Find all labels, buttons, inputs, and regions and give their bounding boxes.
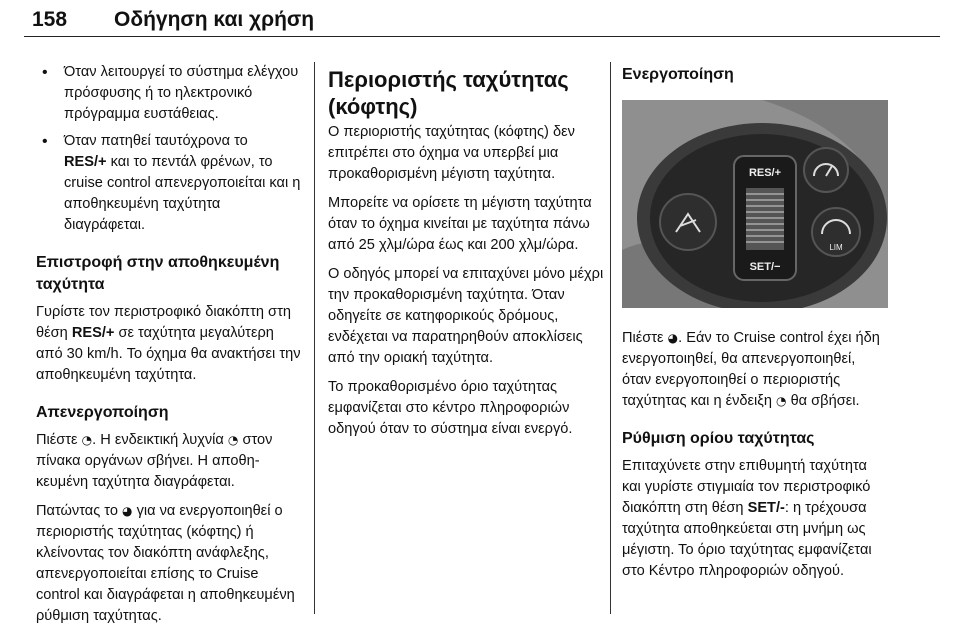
section-heading: Περιοριστής ταχύτητας (κόφτης) <box>328 67 569 119</box>
cruise-control-icon: ◔ <box>776 394 787 408</box>
paragraph: Πιέστε ◕. Εάν το Cruise control έχει ήδη ενεργοποιηθεί, θα απενεργοποιηθεί, όταν ενεργοποιηθεί ο περιοριστής ταχύτητας και η ένδειξη ◔ θα σβήσει. <box>622 330 880 409</box>
paragraph: Επιταχύνετε στην επιθυμητή ταχύτητα και γυρίστε στιγμιαία τον περιστροφικό διακόπτη στη θέση SET/-: η τρέχουσα ταχύτητα αποθηκεύεται στη μνήμη ως μέγιστη. Το όριο ταχύτητας εμφανίζεται στο Κέντρο πληροφοριών οδηγού. <box>622 458 872 579</box>
paragraph: Το προκαθορισμένο όριο ταχύτητας εμφανίζεται στο κέντρο πληροφοριών οδηγού όταν το σύστημα είναι ενεργό. <box>328 379 573 437</box>
key-label: SET/- <box>747 500 785 516</box>
cruise-control-icon: ◔ <box>81 433 93 447</box>
list-item: • Όταν λειτουργεί το σύστημα ελέγχου πρόσφυσης ή το ηλεκτρονικό πρόγραμμα ευστάθειας. <box>36 62 302 125</box>
speed-limiter-icon: ◕ <box>667 331 679 345</box>
paragraph: Πατώντας το ◕ για να ενεργοποιηθεί ο περιοριστής ταχύτητας (κόφτης) ή κλείνοντας τον διακόπτη ανάφλεξης, απενεργοποιείται επίσης το Cruise control και διαγράφεται η αποθηκευμένη ρύθμιση ταχύτητας. <box>36 503 295 624</box>
column-right <box>622 64 888 590</box>
res-label: RES/+ <box>748 167 782 179</box>
column-left <box>36 62 302 635</box>
key-label: RES/+ <box>64 154 107 170</box>
list-item: • Όταν πατηθεί ταυτόχρονα το RES/+ και το πεντάλ φρένων, το cruise control απενεργοποιείται και η αποθηκευμένη ταχύτητα διαγράφεται. <box>36 131 302 236</box>
paragraph: Ο οδηγός μπορεί να επιταχύνει μόνο μέχρι την προκαθορισμένη ταχύτητα. Όταν οδηγείτε σε κατηφορικούς δρόμους, ενδέχεται να παρατηρηθούν αποκλίσεις από την οριακή ταχύτητα. <box>328 266 604 366</box>
key-label: RES/+ <box>71 325 115 341</box>
section-heading: Επιστροφή στην αποθηκευμένη ταχύτητα <box>36 254 280 293</box>
paragraph: Γυρίστε τον περιστροφικό διακόπτη στη θέση RES/+ σε ταχύτητα μεγαλύτερη από 30 km/h. Το όχημα θα ανακτήσει την αποθηκευμένη ταχύτητα. <box>36 304 301 383</box>
section-heading: Απενεργοποίηση <box>36 404 169 421</box>
page-title: Οδήγηση και χρήση <box>114 8 315 31</box>
lim-label: LIM <box>829 243 843 252</box>
page-header <box>24 6 940 37</box>
steering-wheel-controls-photo <box>622 100 888 308</box>
section-heading: Ρύθμιση ορίου ταχύτητας <box>622 430 815 447</box>
cruise-control-icon: ◔ <box>227 433 239 447</box>
column-divider <box>314 62 315 614</box>
paragraph: Μπορείτε να ορίσετε τη μέγιστη ταχύτητα όταν το όχημα κινείται με ταχύτητα πάνω από 25 χλμ/ώρα έως και 200 χλμ/ώρα. <box>328 195 592 253</box>
set-label: SET/− <box>749 261 781 273</box>
paragraph: Ο περιοριστής ταχύτητας (κόφτης) δεν επιτρέπει στο όχημα να υπερβεί μια προκαθορισμένη μέγιστη ταχύτητα. <box>328 124 575 182</box>
page-number: 158 <box>32 8 68 31</box>
section-heading: Ενεργοποίηση <box>622 66 734 83</box>
speed-limiter-icon: ◕ <box>122 504 133 518</box>
column-divider <box>610 62 611 614</box>
paragraph: Πιέστε ◔. Η ενδεικτική λυχνία ◔ στον πίνακα οργάνων σβήνει. Η αποθηκευμένη ταχύτητα διαγράφεται. <box>36 432 273 490</box>
conditions-list <box>36 62 302 236</box>
column-middle <box>328 66 608 448</box>
